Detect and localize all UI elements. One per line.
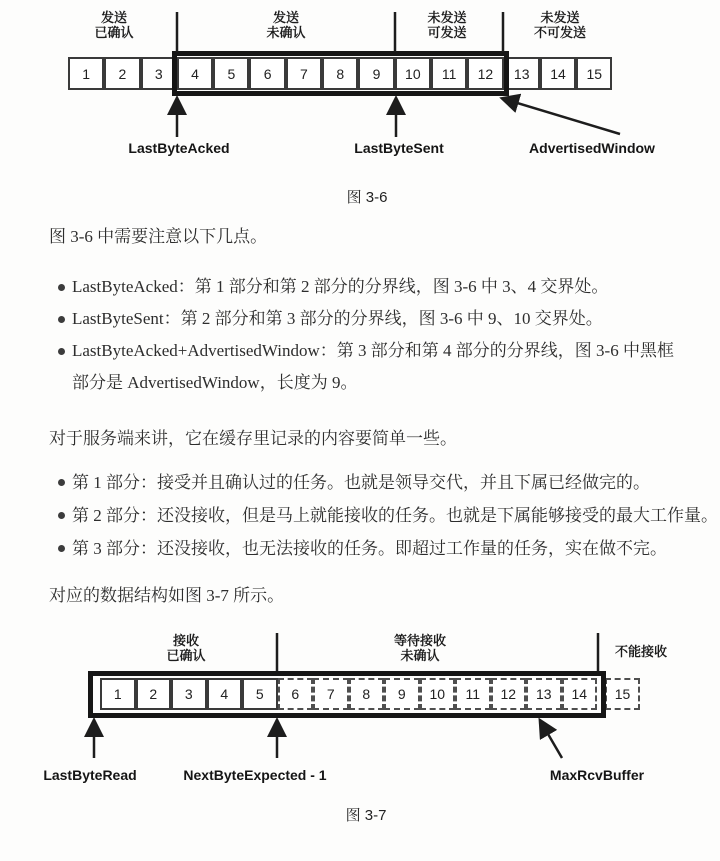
- sequence-cell: 14: [562, 678, 598, 710]
- section-label-line: 未确认: [400, 648, 440, 663]
- sequence-cell: 7: [286, 57, 322, 90]
- bullet-icon: [58, 316, 65, 323]
- list-item-text: 第 2 部分：还没接收，但是马上就能接收的任务。也就是下属能够接受的最大工作量。: [72, 506, 718, 525]
- sequence-cell: 10: [395, 57, 431, 90]
- list-item-text: LastByteSent：第 2 部分和第 3 部分的分界线，图 3-6 中 9、10 交界处。: [72, 309, 603, 328]
- figure-3-6-lines: [0, 0, 720, 215]
- section-label-line: 等待接收: [393, 633, 447, 648]
- sequence-cell: 13: [526, 678, 562, 710]
- bullet-icon: [58, 348, 65, 355]
- sequence-cell: 13: [504, 57, 540, 90]
- sequence-cell: 11: [431, 57, 467, 90]
- section-label-line: 不能接收: [614, 644, 668, 659]
- sequence-cell: 10: [420, 678, 456, 710]
- sequence-cell: 9: [384, 678, 420, 710]
- advertisedwindow-arrow: [504, 99, 620, 134]
- bullet-icon: [58, 545, 65, 552]
- sequence-cell: 5: [213, 57, 249, 90]
- sequence-cell: 6: [278, 678, 314, 710]
- sequence-cell: 9: [358, 57, 394, 90]
- list-item-text: 第 1 部分：接受并且确认过的任务。也就是领导交代，并且下属已经做完的。: [72, 473, 650, 492]
- sequence-cell: 8: [322, 57, 358, 90]
- advertisedwindow-label: AdvertisedWindow: [529, 140, 655, 156]
- figure-3-7-caption: 图 3-7: [345, 807, 387, 824]
- sequence-cell: 1: [100, 678, 136, 710]
- nextbyteexpected-label: NextByteExpected - 1: [183, 767, 327, 783]
- bullet-icon: [58, 512, 65, 519]
- sequence-cell: 2: [136, 678, 172, 710]
- list-item: [58, 271, 674, 303]
- paragraph-server-side: 对于服务端来讲，它在缓存里记录的内容要简单一些。: [49, 429, 457, 448]
- section-label-line: 未发送: [427, 10, 467, 25]
- section-label-line: 未发送: [540, 10, 580, 25]
- sequence-cell: 3: [171, 678, 207, 710]
- maxrcvbuffer-arrow: [541, 722, 562, 758]
- section-label-line: 不可发送: [533, 25, 587, 40]
- sequence-cell: 5: [242, 678, 278, 710]
- bullet-icon: [58, 284, 65, 291]
- lastbyteacked-label: LastByteAcked: [128, 140, 230, 156]
- list-item: [58, 499, 718, 532]
- figure-3-6-caption: 图 3-6: [346, 189, 388, 206]
- list-item: [58, 303, 674, 335]
- sequence-cell: 11: [455, 678, 491, 710]
- figure-3-7-lines: [0, 630, 720, 861]
- sequence-cell: 8: [349, 678, 385, 710]
- section-label-line: 发送: [100, 10, 128, 25]
- bullet-list-boundaries: [58, 271, 674, 399]
- paragraph-fig37-intro: 对应的数据结构如图 3-7 所示。: [49, 586, 285, 605]
- paragraph-fig36-note: 图 3-6 中需要注意以下几点。: [49, 227, 268, 246]
- list-item: [58, 532, 718, 565]
- sequence-cell-overflow: 15: [605, 678, 640, 710]
- figure-3-6: [0, 0, 720, 215]
- list-item-text: 第 3 部分：还没接收，也无法接收的任务。即超过工作量的任务，实在做不完。: [72, 539, 667, 558]
- maxrcvbuffer-label: MaxRcvBuffer: [549, 767, 645, 783]
- sequence-cell: 14: [540, 57, 576, 90]
- lastbytesent-label: LastByteSent: [354, 140, 444, 156]
- sequence-cell: 4: [177, 57, 213, 90]
- list-item-text: LastByteAcked+AdvertisedWindow：第 3 部分和第 4 部分的分界线，图 3-6 中黑框部分是 AdvertisedWindow，长度为 9。: [72, 341, 674, 392]
- sequence-cell: 1: [68, 57, 104, 90]
- sequence-cell: 12: [467, 57, 503, 90]
- list-item: [58, 466, 718, 499]
- sequence-cell: 4: [207, 678, 243, 710]
- section-label-line: 接收: [172, 633, 200, 648]
- bullet-list-parts: [58, 466, 718, 565]
- section-label-line: 未确认: [266, 25, 306, 40]
- list-item: [58, 335, 674, 399]
- list-item-text: LastByteAcked：第 1 部分和第 2 部分的分界线，图 3-6 中 3、4 交界处。: [72, 277, 609, 296]
- figure-3-7: [0, 630, 720, 861]
- sequence-cell: 6: [249, 57, 285, 90]
- section-label-line: 发送: [272, 10, 300, 25]
- section-label-line: 已确认: [94, 25, 134, 40]
- lastbyteread-label: LastByteRead: [43, 767, 137, 783]
- sequence-cell: 2: [104, 57, 140, 90]
- sequence-cell: 15: [576, 57, 612, 90]
- sequence-cell: 12: [491, 678, 527, 710]
- section-label-line: 可发送: [427, 25, 467, 40]
- bullet-icon: [58, 479, 65, 486]
- sequence-cell: 7: [313, 678, 349, 710]
- sequence-cell: 3: [141, 57, 177, 90]
- section-label-line: 已确认: [166, 648, 206, 663]
